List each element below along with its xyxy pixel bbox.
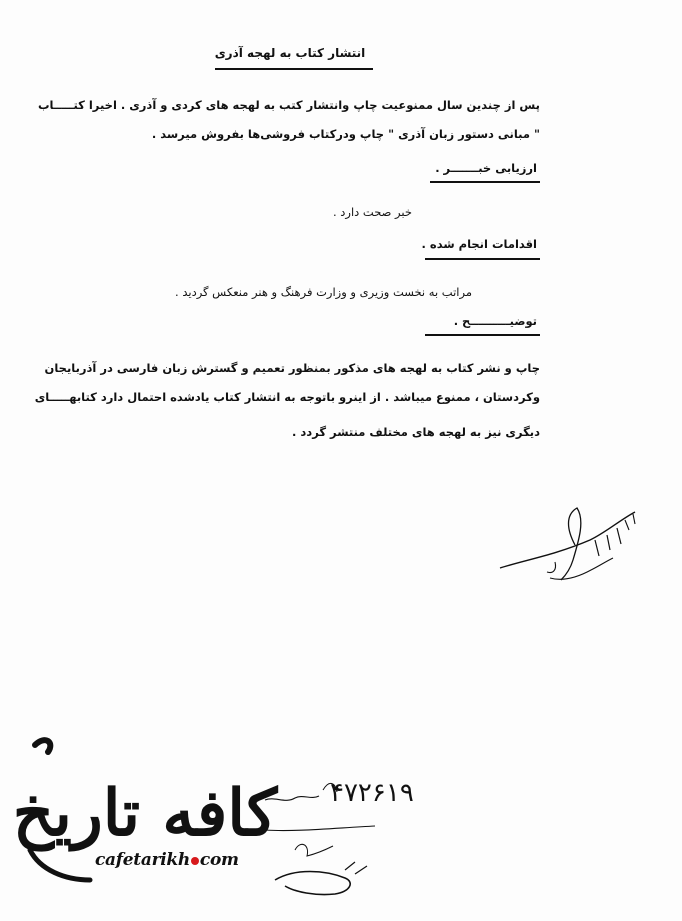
handwritten-signature	[495, 500, 645, 590]
cafetarikh-logo	[10, 730, 280, 910]
logo-wordmark: کافه تاریخ	[12, 776, 278, 851]
logo-url-name: cafetarikh	[95, 850, 190, 870]
paragraph-1-line-2: " مبانی دستور زبان آذری " چاپ ودرکتاب فروشی‌ها بفروش میرسد .	[151, 127, 540, 141]
paragraph-2-line-2: وکردستان ، ممنوع میباشد . از اینرو باتوجه به انتشار کتاب یادشده احتمال دارد کتابهـــــای	[34, 390, 540, 404]
heading-explanation-underline	[425, 334, 540, 336]
title-underline	[215, 68, 373, 70]
heading-assessment: ارزیابی خبـــــــر .	[435, 161, 537, 175]
heading-actions-underline	[425, 258, 540, 260]
logo-url	[95, 850, 239, 870]
actions-text: مراتب به نخست وزیری و وزارت فرهنگ و هنر منعکس گردید .	[175, 285, 472, 299]
heading-actions: اقدامات انجام شده .	[421, 237, 537, 251]
paragraph-1-line-1: پس از چندین سال ممنوعیت چاپ وانتشار کتب به لهجه های کردی و آذری . اخیرا کتـــــاب	[37, 98, 540, 112]
logo-red-dot	[191, 857, 199, 865]
assessment-text: خبر صحت دارد .	[332, 205, 412, 219]
heading-assessment-underline	[430, 181, 540, 183]
document-number-stamp: ۴۷۲۶۱۹	[330, 778, 414, 808]
paragraph-2-line-3: دیگری نیز به لهجه های مختلف منتشر گردد .	[292, 425, 540, 439]
handwritten-registration-notes	[255, 770, 475, 905]
paragraph-2-line-1: چاپ و نشر کتاب به لهجه های مذکور بمنظور تعمیم و گسترش زبان فارسی در آذربایجان	[44, 361, 540, 375]
document-title: انتشار کتاب به لهجه آذری	[214, 46, 366, 60]
heading-explanation: توضیــــــــــح .	[453, 314, 537, 328]
logo-url-tld: com	[199, 850, 239, 870]
